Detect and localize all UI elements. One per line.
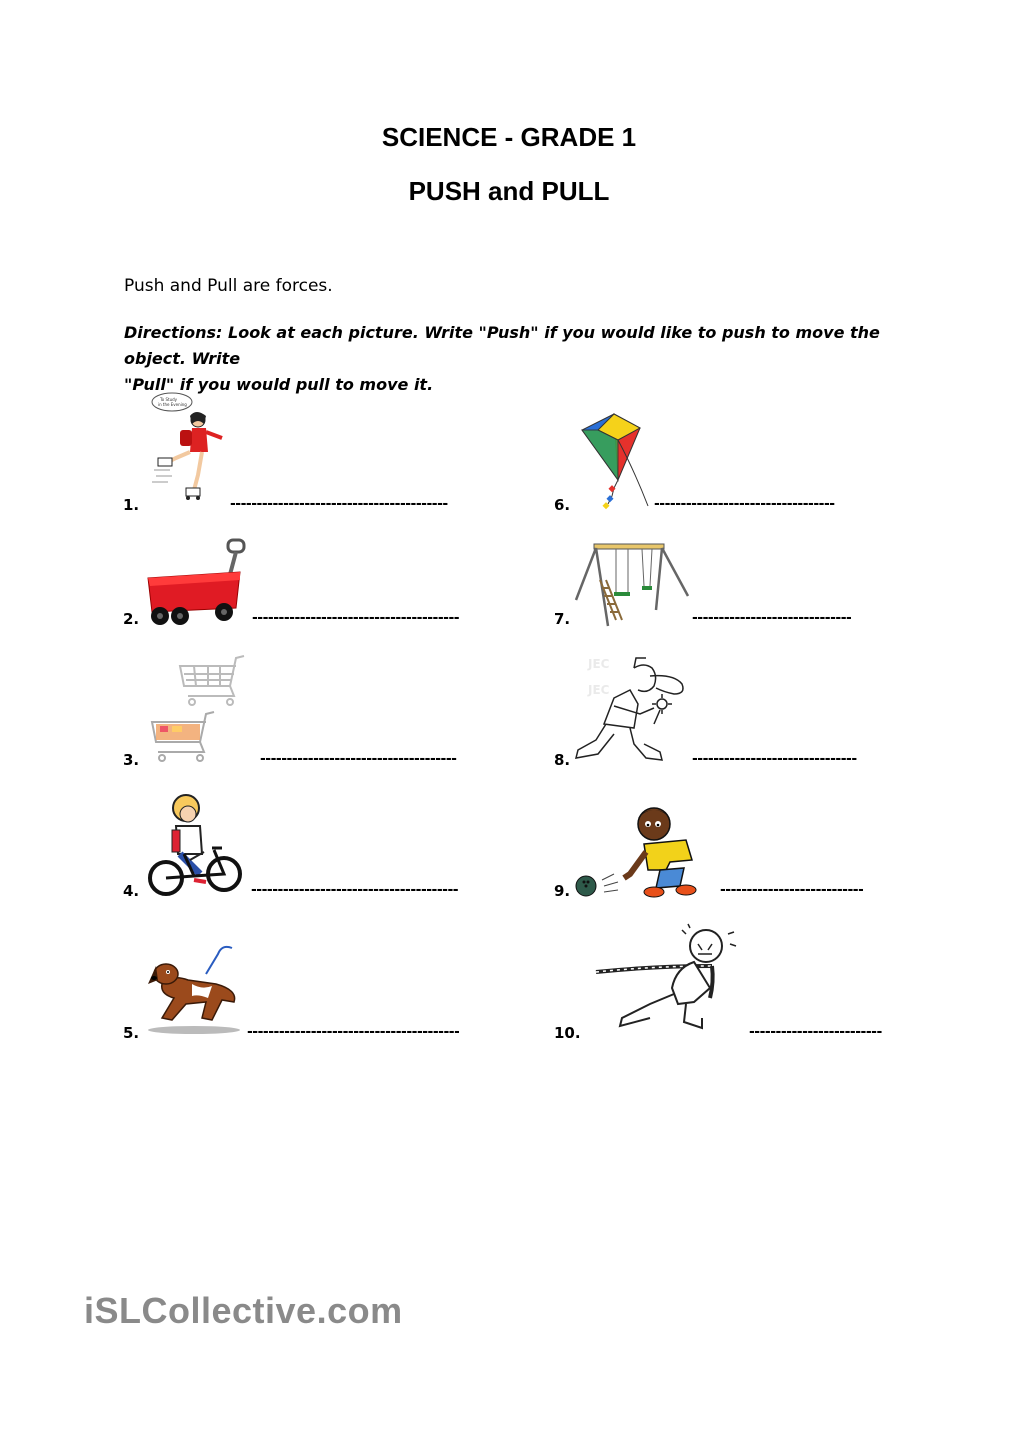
item-number: 9. [554, 882, 571, 900]
shopping-carts-icon [150, 652, 250, 767]
svg-text:JEC: JEC [588, 657, 610, 671]
kite-icon [578, 410, 650, 510]
answer-line[interactable]: ------------------------- [749, 1024, 882, 1040]
page-subtitle: PUSH and PULL [408, 176, 610, 206]
item-number: 8. [554, 751, 571, 769]
svg-text:To Study: To Study [160, 397, 178, 402]
answer-line[interactable]: ---------------------------------- [654, 496, 835, 512]
answer-line[interactable]: --------------------------------------- [251, 882, 459, 898]
site-watermark-logo: iSLCollective.com [84, 1290, 403, 1331]
answer-line[interactable]: ------------------------------ [692, 610, 852, 626]
item-number: 4. [123, 882, 140, 900]
item-number: 3. [123, 751, 140, 769]
answer-line[interactable]: ------------------------------------- [260, 751, 457, 767]
answer-line[interactable]: ------------------------------- [692, 751, 857, 767]
item-number: 1. [123, 496, 140, 514]
man-smelling-flower-icon [574, 654, 690, 770]
item-number: 7. [554, 610, 571, 628]
answer-line[interactable]: ---------------------------------------- [247, 1024, 460, 1040]
item-number: 10. [554, 1024, 581, 1042]
intro-text: Push and Pull are forces. [124, 276, 333, 296]
roller-skater-girl-icon [150, 390, 230, 505]
boy-bowling-icon [574, 800, 704, 900]
dog-on-leash-icon [142, 944, 246, 1036]
red-wagon-icon [144, 536, 256, 628]
item-number: 2. [123, 610, 140, 628]
svg-text:JEC: JEC [588, 683, 610, 697]
tug-of-war-icon [594, 922, 744, 1034]
page-title: SCIENCE - GRADE 1 [381, 122, 637, 152]
directions-line-1: Directions: Look at each picture. Write "Push" if you would like to push to move the object. Write [124, 323, 880, 368]
boy-on-bicycle-icon [144, 790, 248, 898]
svg-text:in the Evening: in the Evening [158, 402, 187, 407]
directions-text [124, 320, 904, 398]
item-number: 5. [123, 1024, 140, 1042]
answer-line[interactable]: --------------------------------------- [252, 610, 460, 626]
answer-line[interactable]: ----------------------------------------- [230, 496, 448, 512]
directions-line-2: "Pull" if you would pull to move it. [124, 375, 434, 394]
answer-line[interactable]: --------------------------- [720, 882, 864, 898]
swing-set-icon [572, 540, 692, 628]
item-number: 6. [554, 496, 571, 514]
